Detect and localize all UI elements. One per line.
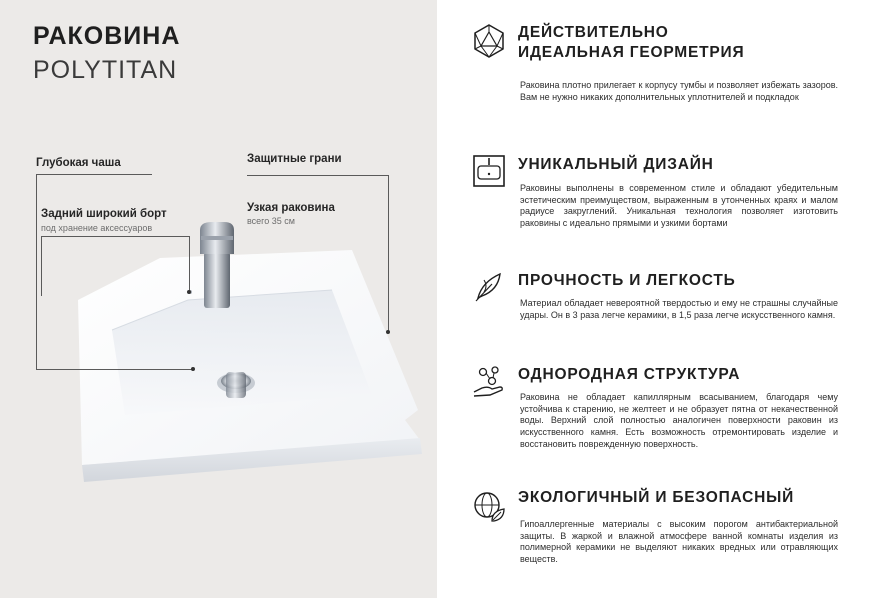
callout-line — [36, 174, 37, 370]
callout-line — [388, 175, 389, 332]
feature-text: Раковина плотно прилегает к корпусу тумбы и позволяет избежать зазоров. Вам не нужно никаких дополнительных уплотнителей и подкладок — [520, 80, 838, 102]
feature-text: Раковина не обладает капиллярным всасыванием, благодаря чему устойчива к старению, не желтеет и не образует пятна от некачественной воды. Верхний слой полностью аналогичен поверхности раковин из искусственного камня. Есть возможность отремонтировать изделие и восстановить поврежденную поверхность. — [520, 392, 838, 449]
feature-title: ОДНОРОДНАЯ СТРУКТУРА — [518, 366, 741, 383]
callout-line — [36, 174, 152, 175]
feature-title: ДЕЙСТВИТЕЛЬНО — [518, 24, 669, 41]
molecule-hand-icon — [470, 362, 508, 400]
product-title: РАКОВИНА — [33, 22, 181, 50]
feature-text: Раковины выполнены в современном стиле и обладают убедительным эстетическим преимуществом, выраженным в утонченных краях и малом радиусе закруглений. Уникальная технология позволяет изготовить раковины с идеально прямыми и узкими бортами — [520, 183, 838, 229]
feature-title: УНИКАЛЬНЫЙ ДИЗАЙН — [518, 156, 714, 173]
feature-text: Гипоаллергенные материалы с высоким порогом антибактериальной защиты. В жаркой и влажной атмосфере ванной комнаты изделия из полимерной керамики не выделяют никаких вредных или отравляющих веществ. — [520, 519, 838, 565]
feature-structure — [470, 362, 842, 472]
feature-geometry — [470, 22, 842, 122]
callout-dot — [187, 290, 191, 294]
faucet-icon — [200, 222, 234, 308]
callout-line — [189, 236, 190, 292]
feature-title: ИДЕАЛЬНАЯ ГЕОРМЕТРИЯ — [518, 44, 745, 61]
callout-line — [41, 236, 190, 237]
feature-strength — [470, 268, 842, 348]
feather-icon — [470, 268, 508, 306]
callout-protective-edges: Защитные грани — [247, 153, 342, 165]
callout-line — [36, 369, 193, 370]
feature-title: ПРОЧНОСТЬ И ЛЕГКОСТЬ — [518, 272, 736, 289]
callout-line — [41, 236, 42, 296]
feature-design — [470, 152, 842, 252]
callout-dot — [191, 367, 195, 371]
callout-deep-bowl: Глубокая чаша — [36, 157, 121, 169]
feature-text: Материал обладает невероятной твердостью и ему не страшны случайные удары. Он в 3 раза легче керамики, в 1,5 раза легче искусственного камня. — [520, 298, 838, 320]
product-subtitle: POLYTITAN — [33, 56, 178, 84]
sink-design-icon — [470, 152, 508, 190]
callout-back-rim: Задний широкий борт — [41, 208, 167, 220]
eco-globe-icon — [470, 487, 508, 525]
geometry-icon — [470, 22, 508, 60]
callout-narrow-sink-sub: всего 35 см — [247, 216, 295, 226]
callout-narrow-sink: Узкая раковина — [247, 202, 335, 214]
feature-eco — [470, 487, 842, 577]
feature-title: ЭКОЛОГИЧНЫЙ И БЕЗОПАСНЫЙ — [518, 489, 795, 506]
callout-back-rim-sub: под хранение аксессуаров — [41, 223, 153, 233]
callout-dot — [386, 330, 390, 334]
callout-line — [247, 175, 388, 176]
